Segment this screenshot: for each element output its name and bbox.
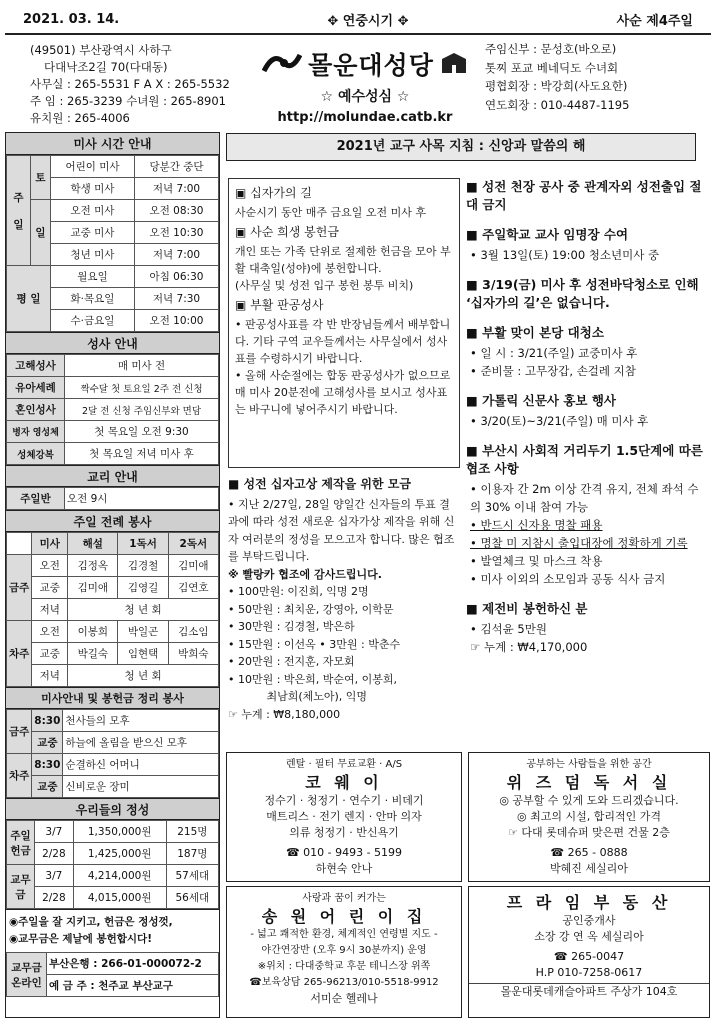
notice-body: ☞ 누계 : ₩4,170,000 [470,640,588,654]
notice-title: ■ 주일학교 교사 임명장 수여 [466,227,629,242]
notice-body: • 미사 이외의 소모임과 공동 식사 금지 [470,572,666,586]
sacrament-info: 매 미사 전 [65,355,219,377]
sunday-day-label: 일 [31,200,51,266]
donor-line: • 100만원: 이진희, 익명 2명 [228,585,369,598]
lent-notices-box [228,178,460,468]
flower-title: 미사안내 및 봉헌금 정리 봉사 [6,687,219,709]
flower-mass: 교중 [32,732,63,754]
offering-count: 215명 [166,821,218,843]
liturgy-cell: 오전 [32,555,68,577]
ad-line: ☎보육상담 265-96213/010-5518-9912 [249,977,439,988]
school-title: 교리 안내 [6,465,219,487]
ad-phone: ☎ 265-0047 [553,950,625,963]
ad-line: 의류 청정기 · 반신욕기 [289,826,399,839]
notice-body: 사순시기 동안 매주 금요일 오전 미사 후 [235,206,426,219]
notice-body: • 3월 13일(토) 19:00 청소년미사 중 [470,248,660,262]
ad-owner: 박혜진 세실리아 [550,862,628,875]
ad-line: ◎ 최고의 시설, 합리적인 가격 [517,810,661,823]
mass-name: 어린이 미사 [51,156,135,178]
ad-subtitle: 렌탈 · 필터 무료교환 · A/S [285,759,403,770]
sacrament-name: 병자 영성체 [7,421,65,443]
notice-body: • 3/20(토)~3/21(주일) 매 미사 후 [470,414,649,428]
ad-line: 매트리스 · 전기 렌지 · 안마 의자 [266,810,422,823]
sacrament-name: 혼인성사 [7,399,65,421]
liturgy-cell: 교중 [32,643,68,665]
top-bar [5,5,711,35]
notice-body: 개인 또는 가족 단위로 절제한 헌금을 모아 부활 대축일(성야)에 봉헌합니다. [235,245,451,275]
council-president: 평협회장 : 박강희(사도요한) [485,79,628,93]
ad-name: 프 라 임 부 동 산 [506,893,672,912]
notice-title: ■ 부산시 사회적 거리두기 1.5단계에 따른 협조 사항 [466,443,703,476]
liturgy-cell: 저녁 [32,599,68,621]
flower-table [6,709,219,798]
crucifix-fundraising [228,476,460,746]
liturgy-cell: 청 년 회 [68,665,219,687]
flower-group: 순결하신 어머니 [63,754,219,776]
offering-count: 187명 [166,843,218,865]
ad-line: 야간연장반 (오후 9시 30분까지) 운영 [261,945,427,956]
mass-title: 미사 시간 안내 [6,133,219,155]
sacrament-info: 첫 목요일 오전 9:30 [65,421,219,443]
ad-line: 정수기 · 청정기 · 연수기 · 비데기 [264,794,424,807]
notice-body: • 명찰 미 지참시 출입대장에 정확하게 기록 [470,536,688,550]
bank-account: 부산은행 : 266-01-000072-2 [47,953,219,975]
pastor-name: 주임신부 : 문성호(바오로) [485,42,617,56]
fundraising-total: ☞ 누계 : ₩8,180,000 [228,707,341,721]
fundraising-title: ■ 성전 십자고상 제작을 위한 모금 [228,477,411,491]
bank-holder: 예 금 주 : 천주교 부산교구 [47,975,219,997]
liturgy-header: 1독서 [118,533,168,555]
mass-time: 저녁 7:30 [135,288,219,310]
school-table [6,487,219,510]
parish-dues-label: 교무 금 [7,865,35,909]
church-emblem-icon [262,49,302,79]
liturgy-cell: 이봉희 [68,621,118,643]
postal-address: (49501) 부산광역시 사하구 [30,43,172,57]
offering-date: 2/28 [35,843,74,865]
liturgy-cell: 김연호 [168,577,218,599]
notice-body: • 반드시 신자용 명찰 패용 [470,518,603,532]
liturgy-cell: 임현택 [118,643,168,665]
street-address: 다대낙조2길 70(다대동) [44,60,168,74]
flower-mass: 8:30 [32,754,63,776]
ad-line: 공인중개사 [562,914,616,927]
mass-name: 교중 미사 [51,222,135,244]
parish-notices [466,178,706,748]
donor-line: • 50만원 : 최치운, 강영아, 이학문 [228,602,394,616]
liturgy-header: 미사 [32,533,68,555]
ad-name: 위 즈 덤 독 서 실 [506,773,672,792]
yeondo-president: 연도회장 : 010-4487-1195 [485,97,630,112]
liturgical-season: ✥ 연중시기 ✥ [327,13,409,29]
notice-body: • 일 시 : 3/21(주일) 교중미사 후 [470,346,638,360]
offering-count: 57세대 [166,865,218,887]
offering-notice [6,909,219,952]
school-time: 오전 9시 [65,488,219,510]
notice-title: ■ 성전 천장 공사 중 관계자외 성전출입 절대 금지 [466,179,702,212]
offering-amount: 1,425,000원 [73,843,166,865]
donor-line: • 10만원 : 박은희, 박순여, 이봉희, [228,672,398,686]
next-week-label: 차주 [7,754,32,798]
left-column [5,132,220,1018]
kindergarten-phone: 유치원 : 265-4006 [30,111,130,125]
sacrament-name: 유아세례 [7,377,65,399]
offering-date: 3/7 [35,865,74,887]
liturgy-cell: 박일곤 [118,621,168,643]
ad-address: 몰운대롯데캐슬아파트 주상가 104호 [469,983,709,1000]
liturgy-cell: 김미애 [168,555,218,577]
liturgy-cell: 청 년 회 [68,599,219,621]
donor-line: 최남희(체노아), 익명 [228,690,368,703]
church-name: 몰운대성당 [308,51,434,80]
offering-date: 2/28 [35,887,74,909]
notice-title: ■ 부활 맞이 본당 대청소 [466,325,604,340]
address-block [30,42,250,127]
notice-body: • 판공성사표를 각 반 반장님들께서 배부합니다. 기타 구역 교우들께서는 사무실에서 성사표를 수령하시기 바랍니다. [235,318,451,365]
flower-group: 하늘에 올림을 받으신 모후 [63,732,219,754]
ad-owner: 하현숙 안나 [315,862,373,875]
notice-body: • 올해 사순절에는 합동 판공성사가 없으므로 매 미사 20분전에 고해성사를 보시고 성사표는 바구니에 넣어주시기 바랍니다. [235,369,451,416]
ad-line: - 넓고 쾌적한 환경, 체계적인 연령별 지도 - [250,929,438,940]
sacrament-title: 성사 안내 [6,332,219,354]
thanks-line: ※ 빨랑카 협조에 감사드립니다. [228,567,382,581]
offering-amount: 1,350,000원 [73,821,166,843]
bank-table [6,952,219,997]
mass-time: 당분간 중단 [135,156,219,178]
donor-line: • 30만원 : 김경철, 박은하 [228,620,355,633]
liturgy-cell: 오전 [32,621,68,643]
pastor-phone: 주 임 : 265-3239 수녀원 : 265-8901 [30,94,226,108]
ad-coway [226,752,462,882]
offering-title: 우리들의 정성 [6,798,219,820]
sacrament-info: 2달 전 신청 주임신부와 면담 [65,399,219,421]
bank-label: 교무금 온라인 [7,953,47,997]
mass-name: 청년 미사 [51,244,135,266]
ad-mobile: H.P 010-7258-0617 [535,966,643,979]
church-building-icon [440,53,468,75]
ad-line: 소장 강 연 옥 세실리아 [534,930,644,943]
liturgy-cell: 박길숙 [68,643,118,665]
notice-title: ▣ 부활 판공성사 [235,298,324,312]
sacrament-info: 짝수달 첫 토요일 2주 전 신청 [65,377,219,399]
liturgy-cell: 김정옥 [68,555,118,577]
liturgy-cell: 저녁 [32,665,68,687]
liturgy-cell: 김미애 [68,577,118,599]
notice-title: ▣ 사순 희생 봉헌금 [235,225,339,239]
sacrament-name: 고해성사 [7,355,65,377]
ad-name: 코 웨 이 [305,773,383,792]
next-week-label: 차주 [7,621,32,687]
offering-amount: 4,015,000원 [73,887,166,909]
notice-title: ■ 제전비 봉헌하신 분 [466,601,588,616]
sacrament-name: 성체강복 [7,443,65,465]
ad-owner: 서미순 헬레나 [310,992,378,1005]
mass-name: 학생 미사 [51,178,135,200]
offering-amount: 4,214,000원 [73,865,166,887]
flower-mass: 교중 [32,776,63,798]
liturgy-table [6,532,219,687]
liturgy-cell: 김소임 [168,621,218,643]
offering-table [6,820,219,909]
church-url[interactable]: http://molundae.catb.kr [277,110,453,125]
donor-line: • 20만원 : 전지훈, 자모회 [228,655,355,668]
notice-body: (사무실 및 성전 입구 봉헌 봉투 비치) [235,279,414,292]
offering-count: 56세대 [166,887,218,909]
donor-line: • 15만원 : 이선옥 • 3만원 : 박춘수 [228,637,401,651]
ad-subtitle: 공부하는 사람들을 위한 공간 [526,759,652,770]
school-label: 주일반 [7,488,65,510]
flower-group: 신비로운 장미 [63,776,219,798]
liturgy-title: 주일 전례 봉사 [6,510,219,532]
this-week-label: 금주 [7,710,32,754]
staff-block [485,40,710,114]
sisters-order: 톳찌 포교 베네딕도 수녀회 [485,60,619,75]
liturgy-header: 해설 [68,533,118,555]
diocese-guideline-title: 2021년 교구 사목 지침 : 신앙과 말씀의 해 [226,133,696,161]
ad-phone: ☎ 265 - 0888 [550,846,628,859]
notice-body: • 김석윤 5만원 [470,622,547,636]
ad-line: ☞ 다대 롯데슈퍼 맞은편 건물 2층 [508,826,670,839]
this-week-label: 금주 [7,555,32,621]
church-motto: ☆ 예수성심 ☆ [320,89,410,105]
mass-name: 화·목요일 [51,288,135,310]
fundraising-body: • 지난 2/27일, 28일 양일간 신자들의 투표 결과에 따라 성전 새로운 십자가상 제작을 위해 신자 여러분의 정성을 모으고자 합니다. 많은 협조를 부탁드립니다. [228,497,455,563]
ad-subtitle: 사랑과 꿈이 커가는 [302,893,386,904]
sacrament-info: 첫 목요일 저녁 미사 후 [65,443,219,465]
offering-date: 3/7 [35,821,74,843]
notice-title: ■ 가톨릭 신문사 홍보 행사 [466,393,616,408]
mass-time: 오전 10:30 [135,222,219,244]
mass-time: 아침 06:30 [135,266,219,288]
mass-time: 저녁 7:00 [135,244,219,266]
mass-name: 월요일 [51,266,135,288]
mass-name: 오전 미사 [51,200,135,222]
notice-body: • 준비물 : 고무장갑, 손걸레 지참 [470,364,636,378]
notice-body: • 이용자 간 2m 이상 간격 유지, 전체 좌석 수의 30% 이내 참여 가능 [470,482,699,514]
church-logo [250,40,480,132]
ad-line: ◎ 공부할 수 있게 도와 드리겠습니다. [499,794,679,807]
notice-body: • 발열체크 및 마스크 착용 [470,554,603,568]
sacrament-table [6,354,219,465]
liturgy-header: 2독서 [168,533,218,555]
flower-group: 천사들의 모후 [63,710,219,732]
mass-time: 오전 10:00 [135,310,219,332]
liturgy-cell: 교중 [32,577,68,599]
notice-line: ◉교무금은 제날에 봉헌합시다! [9,933,152,945]
mass-time: 오전 08:30 [135,200,219,222]
liturgy-cell: 박희숙 [168,643,218,665]
sunday-label: 주 일 [7,156,31,266]
weekday-label: 평 일 [7,266,51,332]
ad-phone: ☎ 010 - 9493 - 5199 [285,846,403,859]
saturday-label: 토 [31,156,51,200]
ad-name: 송 원 어 린 이 집 [261,907,427,926]
flower-mass: 8:30 [32,710,63,732]
mass-name: 수·금요일 [51,310,135,332]
ad-prime-realty [468,886,710,1018]
issue-date: 2021. 03. 14. [23,11,120,27]
liturgy-cell: 김영길 [118,577,168,599]
mass-time: 저녁 7:00 [135,178,219,200]
notice-title: ■ 3/19(금) 미사 후 성전바닥청소로 인해 ‘십자가의 길’은 없습니다. [466,277,699,310]
office-phone: 사무실 : 265-5531 F A X : 265-5532 [30,77,230,91]
notice-line: ◉주일을 잘 지키고, 헌금은 정성껏, [9,916,173,928]
sunday-offering-label: 주일 헌금 [7,821,35,865]
ad-songwon [226,886,462,1018]
mass-table [6,155,219,332]
liturgy-cell: 김경철 [118,555,168,577]
notice-title: ▣ 십자가의 길 [235,186,312,200]
ad-wisdom [468,752,710,882]
ad-line: ※위치 : 다대중학교 후문 테니스장 위쪽 [257,961,431,972]
liturgical-week: 사순 제4주일 [616,13,693,29]
